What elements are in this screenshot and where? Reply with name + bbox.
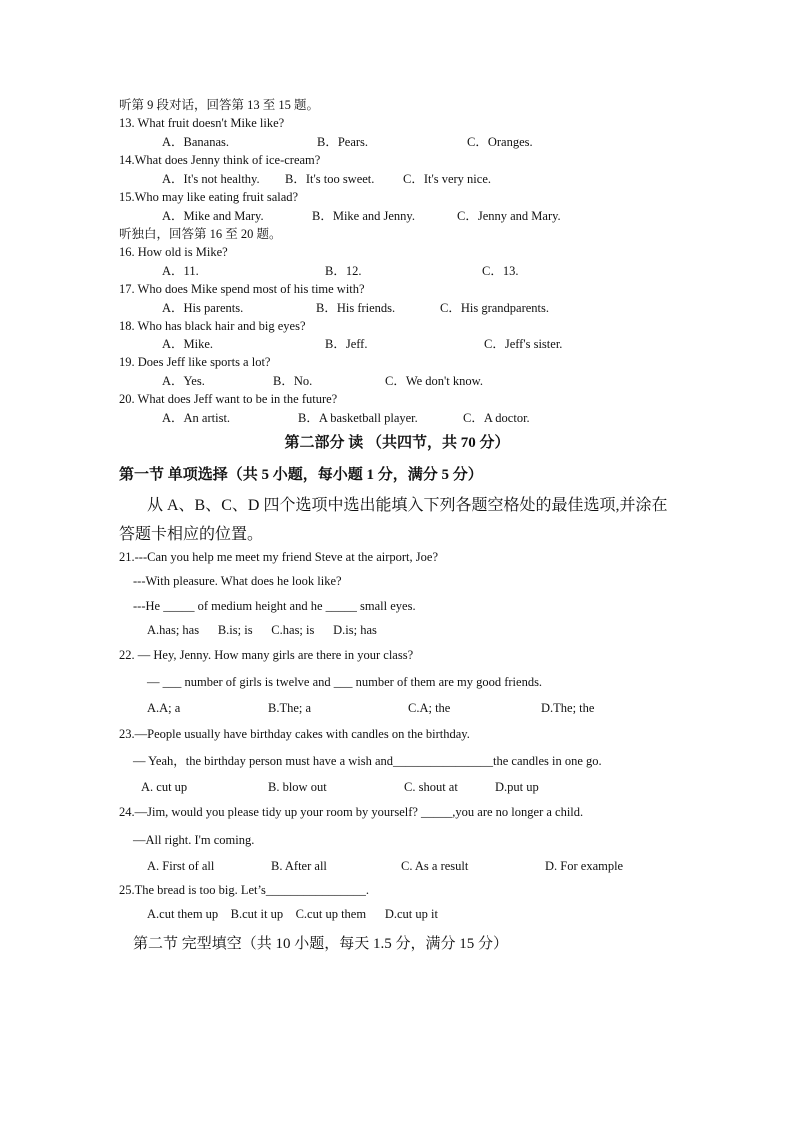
q19-option-c: C．We don't know. [385, 374, 483, 388]
q22-line2: — ___ number of girls is twelve and ___ number of them are my good friends. [147, 675, 543, 689]
section1-instruction-line2: 答题卡相应的位置。 [119, 526, 264, 543]
q19-option-b: B．No. [273, 374, 313, 388]
q22-option-d: D.The; the [541, 701, 595, 715]
q24-option-a: A. First of all [147, 859, 215, 873]
q23-option-d: D.put up [495, 780, 539, 794]
q17-option-b: B．His friends. [316, 301, 396, 315]
q13-option-a: A．Bananas. [162, 135, 229, 149]
q13-option-c: C．Oranges. [467, 135, 533, 149]
question-18: 18. Who has black hair and big eyes? [119, 319, 306, 333]
instruction-monologue: 听独白，回答第 16 至 20 题。 [119, 227, 282, 241]
q24-option-b: B. After all [271, 859, 327, 873]
q21-line2: ---With pleasure. What does he look like? [133, 574, 342, 588]
part2-title: 第二部分 读 （共四节，共 70 分） [284, 435, 510, 451]
question-25: 25.The bread is too big. Let’s________________. [119, 883, 369, 897]
q22-option-a: A.A; a [147, 701, 181, 715]
question-22: 22. — Hey, Jenny. How many girls are there in your class? [119, 648, 414, 662]
section2-title: 第二节 完型填空（共 10 小题，每天 1.5 分，满分 15 分） [133, 936, 509, 952]
q18-option-a: A．Mike. [162, 337, 214, 351]
q14-option-c: C．It's very nice. [403, 172, 491, 186]
q21-line3: ---He _____ of medium height and he _____ small eyes. [133, 599, 416, 613]
instruction-dialogue-9: 听第 9 段对话，回答第 13 至 15 题。 [119, 98, 320, 112]
q24-line2: —All right. I'm coming. [133, 833, 255, 847]
q20-option-b: B．A basketball player. [298, 411, 418, 425]
q24-option-d: D. For example [545, 859, 624, 873]
q16-option-a: A．11. [162, 264, 199, 278]
q23-option-b: B. blow out [268, 780, 327, 794]
q24-option-c: C. As a result [401, 859, 469, 873]
q16-option-c: C．13. [482, 264, 519, 278]
q19-option-a: A．Yes. [162, 374, 205, 388]
q23-option-a: A. cut up [141, 780, 188, 794]
question-16: 16. How old is Mike? [119, 245, 228, 259]
q18-option-b: B．Jeff. [325, 337, 368, 351]
q13-option-b: B．Pears. [317, 135, 369, 149]
question-17: 17. Who does Mike spend most of his time with? [119, 282, 365, 296]
q16-option-b: B．12. [325, 264, 362, 278]
q23-option-c: C. shout at [404, 780, 458, 794]
question-14: 14.What does Jenny think of ice-cream? [119, 153, 321, 167]
q15-option-a: A．Mike and Mary. [162, 209, 264, 223]
question-24: 24.—Jim, would you please tidy up your room by yourself? _____,you are no longer a child. [119, 805, 584, 819]
q20-option-c: C．A doctor. [463, 411, 530, 425]
question-13: 13. What fruit doesn't Mike like? [119, 116, 285, 130]
question-23: 23.—People usually have birthday cakes with candles on the birthday. [119, 727, 470, 741]
q21-options: A.has; has B.is; is C.has; is D.is; has [147, 623, 377, 637]
question-20: 20. What does Jeff want to be in the future? [119, 392, 338, 406]
q14-option-b: B．It's too sweet. [285, 172, 375, 186]
q17-option-a: A．His parents. [162, 301, 244, 315]
section1-instruction-line1: 从 A、B、C、D 四个选项中选出能填入下列各题空格处的最佳选项,并涂在 [147, 497, 668, 514]
q22-option-b: B.The; a [268, 701, 312, 715]
q18-option-c: C．Jeff's sister. [484, 337, 563, 351]
question-15: 15.Who may like eating fruit salad? [119, 190, 299, 204]
q20-option-a: A．An artist. [162, 411, 231, 425]
question-21: 21.---Can you help me meet my friend Steve at the airport, Joe? [119, 550, 438, 564]
q23-line2: — Yeah，the birthday person must have a wish and________________the candles in one go. [133, 754, 602, 768]
q14-option-a: A．It's not healthy. [162, 172, 260, 186]
question-19: 19. Does Jeff like sports a lot? [119, 355, 271, 369]
q15-option-b: B．Mike and Jenny. [312, 209, 415, 223]
q22-option-c: C.A; the [408, 701, 451, 715]
q25-options: A.cut them up B.cut it up C.cut up them D.cut up it [147, 907, 438, 921]
section1-title: 第一节 单项选择（共 5 小题，每小题 1 分，满分 5 分） [119, 467, 483, 483]
q15-option-c: C．Jenny and Mary. [457, 209, 561, 223]
q17-option-c: C．His grandparents. [440, 301, 550, 315]
